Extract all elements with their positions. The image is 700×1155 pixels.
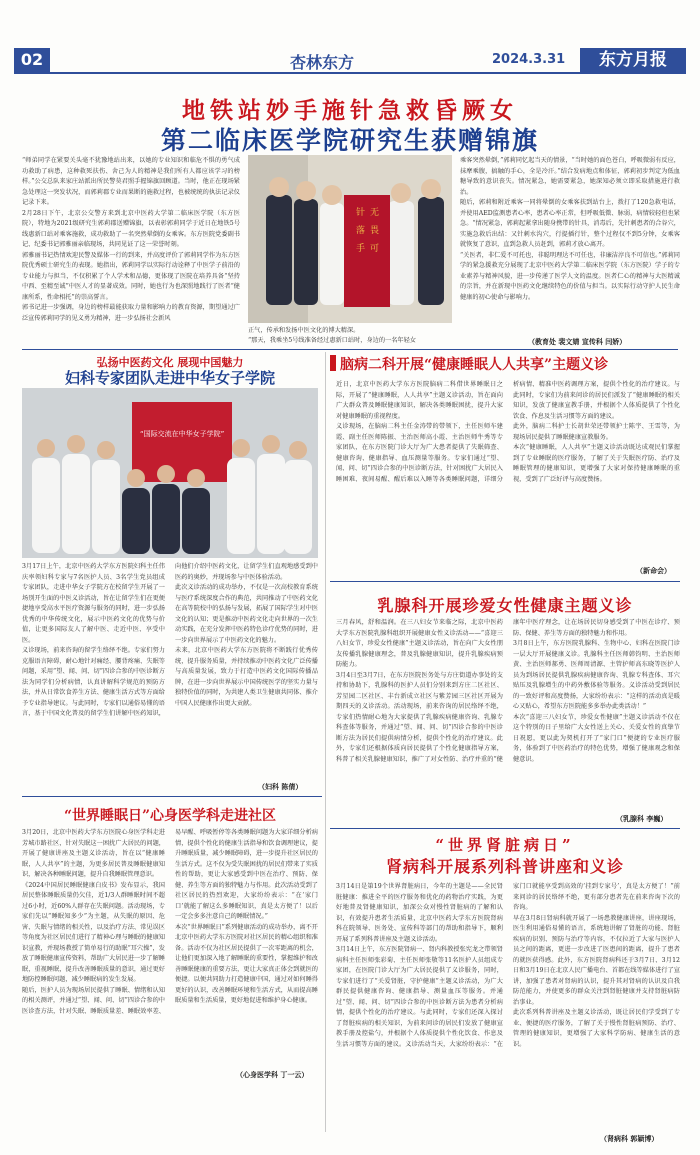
lead-body-right: 乘客突然晕倒，”郭莉同忆起当天的情景，“当时她的面色苍白，呼吸微弱有反应，抹摩乘腹，搞触的手心，全是冷汗。”结合发病地点和体征，郭莉初步判定为低血糖导致的意识丧失。情况紧急，她需要紧急，她深知必须立即采取措施进行救治。 随后，郭莉和附近乘客一同将晕倒的女乘客扶到站台上，拨打了120急救电话，并使用AED监测患者心率，患者心率正常，但呼吸低微、脉弱，病情较轻但也紧急。“情况紧急，郭莉起紧拿出随身携带的针具，消毒后，先针刺患者的合谷穴，实施急救后出结：又针刺水沟穴，行提插行针，整个过程仅不到5分钟，女乘客就恢复了意识，直到急救人员赶到，郭莉才放心离开。 “关医者，非仁爱不可托也，非聪明理达不可任也，非廉洁淳良不可信也。”郭莉同学的紧急援救充分展现了北京中医药大学第二临床医学院（东方医院）学子的专业素养与精神风貌，进一步传递了医学人文的温度。医者仁心的精神与大医精诚的宗旨，并在新现中医药文化继续特色的价值与担当。以实际行动守护人民生命健康的初心使命与影响力。 xyxy=(460,157,680,301)
svg-text:可: 可 xyxy=(370,244,380,254)
left-byline: （妇科 陈倩） xyxy=(258,783,303,791)
lead-photo xyxy=(248,155,452,323)
divider-4 xyxy=(330,828,680,829)
kidney-body: 3月14日是第19个世界肾脏病日，今年的主题是——全民肾脏健康：推进全平的医疗服务和优化的药物治疗实践，为更好地普及肾健康知识，加深公众对慢性肾脏病的了解和认识，有效提升患者生活质量，北京中医药大学东方医院肾病科在院领导、医务处、宣传科等部门的帮助和指导下，顺利开展了系列科普讲座及主题义诊活动。 3月14日上午，东方医院肾病一、肾内科教授张宪龙之带领肾病科主任医师张彩菊、主任医师张敬等11名医护人员组成专家团，在医院门诊大厅为广大居民提供了义诊服务，同时，专家们进行了“关爱肾脏，守护健康”主题义诊活动，为广大群民提供健康咨询、健康指导、测量血压等服务。并通过“望、闻、问、切”四诊合参的中医诊断方法为患者分析病情，提供个性化的治疗建议。与此同时，专家们还深入探讨了肾脏疾病的相关知识，为前来问诊的居民们发放了健康宣教手册及控盐勺，并根据个人体质提供个性化饮食、作息及生活习惯等方面的建议。义诊活动当天，大家纷纷表示：“在家门口就能享受到高效的‘挂到专家号’，真是太方便了！”前来问诊的居民络绎不绝，更有部分患者先在前来咨询下次的咨询。 早在3月8日肾病科就开展了一场患教健康讲座，讲座现场，医生利用通俗易懂的语言，系统地讲解了肾脏的功能、肾脏疾病的识别、预防与治疗等内容，不仅拉近了大家与医护人员之间的距离，更进一步改进了医患间的距离，提升了患者的就医获得感。此外，东方医院肾病科还于3月7日、3月12日和3月19日在北京人民广播电台、首都在线等媒体进行了宣讲，加强了患者对肾病的认识，提升其对肾病的认识及自我防范能力，并使更多的群众关注到肾脏健康并支持肾脏病防治事业。 此次系列科普讲座及主题义诊活动，既让居民们学受到了专业、便捷的医疗服务，了解了关于慢性肾脏病预防、治疗、管理的健康知识，更增强了大家科学防病、健康生活的意识。 xyxy=(336,883,680,1048)
banner-text: “国际交流在中华女子学院” xyxy=(140,430,225,438)
sleep-body: 3月20日，北京中医药大学东方医院心身医学科走进芳城市路社区，针对失眠这一困扰广大居民的问题，开展了健康讲座及主题义诊活动，旨在以“健康睡眠，人人共享”的主题，为更多居民普及睡眠健康知识，解决各种睡眠问题，提升自我睡眠管理意识。 《2024中国居民睡眠健康白皮书》发布显示，我国居民整体睡眠质量仍欠佳，近1/3人群睡眠时间不超过6小时，近60%人群存在失眠问题。活动现场，专家们先以“睡眠知多少”为主题，从失眠的原因、危害、失眠与情绪的相关性，以及治疗方法、常见误区等角度为社区居民们进行了精神心理与睡眠的健康知识宣教，并现场教授了简单易行的助眠“耳穴操”，发放了睡眠健康宣传资料，帮助广大居民进一步了解睡眠，重视睡眠，提升改善睡眠质量的意识，通过更好地防控睡眠问题，减少睡眠病的发生发展。 随后，医护人员为现场居民提供了睡眠、情绪和认知的相关测评，并通过“望、闻、问、切”四诊合参的中医诊查方法，针对失眠、睡眠质量差、睡眠效率差、易早醒、呼吸暂停等各类睡眠问题为大家详细分析病情，提供个性化的健康生活指导和饮食调理建议，提升睡眠质量，减少睡眠障碍，进一步提升社区居民的生活方式。这不仅为受失眠困扰的居民们带来了实质性的帮助，更让大家感受到中医在治疗、预防、保健、养生等方面的独特魅力与作用。此次活动受到了社区居民的热烈欢迎，大家纷纷表示：“在‘家门口’就能了解这么多睡眠知识，真是太方便了！以后一定会多多注意自己的睡眠情况。” 本次“世界睡眠日”系列健康活动的成功举办，离不开北京中医药大学东方医院对社区居民的精心组织和准备。活动不仅为社区居民提供了一次零距离的机会，让他们更加深入地了解睡眠的重要性，掌握维护和改善睡眠健康的重要方法，更让大家真正体会到就医的便捷。以便共同助力打造健康中国，通过对如何睡得更好的认识，改善睡眠环境和生活方式，从而提高睡眠质量和生活质量，更好地促进和维护身心健康。 xyxy=(22,829,318,1015)
column-name: 杏林东方 xyxy=(290,53,355,72)
lead-photo-caption: 正气，传承和发扬中医文化的博大精深。 “那天，我乘坐5号线准备经过惠新口站时，身边的一名年轻女 xyxy=(248,327,416,344)
issue-date: 2024.3.31 xyxy=(492,52,566,67)
divider-1 xyxy=(22,349,678,350)
header-rule xyxy=(14,72,686,74)
svg-text:落: 落 xyxy=(356,226,366,236)
lead-title-line1: 地铁站妙手施针急救昏厥女 xyxy=(182,97,518,124)
sleep-byline: （心身医学科 丁一云） xyxy=(236,1071,309,1079)
svg-text:手: 手 xyxy=(356,244,366,254)
divider-2 xyxy=(330,581,680,582)
paper-name: 东方月报 xyxy=(580,48,686,72)
left-title: 妇科专家团队走进中华女子学院 xyxy=(64,369,275,387)
sleep-title: “世界睡眠日”心身医学科走进社区 xyxy=(63,808,277,824)
banner-photo-illustration xyxy=(248,155,452,323)
brain-byline: （新命会） xyxy=(636,567,671,575)
brain-body: 近日，北京中医药大学东方医院脑病二科借世界睡眠日之际，开展了“健康睡眠，人人共享”主题义诊活动，旨在面向广大群众普及睡眠健康知识，解决各类睡眠困扰，提升大家对健康睡眠的重视程度。 义诊现场，在脑病二科主任金涛带的带领下，主任医师车建霞、副主任医师陈振、主治医师高小霞、主治医师牛秀等专家团队，在东方医院门诊大厅为广大患者提供了失眠筛查、健康咨询、健康指导、血压测量等服务。专家们通过“望、闻、问、切”四诊合参的中医诊断方法，针对困扰广大居民入睡困难、夜间易醒、醒后难以入睡等各类睡眠问题，详细分析病情、精准中医药调理方案，提供个性化的治疗建议。与此同时，专家们为前来问诊的居民们派发了“健康睡眠的相关知识，发放了健康宣教手册，并根据个人体质提供了个性化饮食、作息及生活习惯等方面的建议。 此外，脑病二科护士长胡世荣还带领护士陈宇、王雪等，为现场居民提供了睡眠健康宣教服务。 本次“健康睡眠，人人共享”主题义诊活动既达成观民们掌握到了专业睡眠的医疗服务，了解了关于失眠医疗防、治疗及睡眠管理的健康知识，更增强了大家对保持健康睡眠的重视，受到了广泛好评与高度赞扬。 xyxy=(336,381,680,483)
brain-title: 脑病二科开展“健康睡眠人人共享”主题义诊 xyxy=(340,357,609,373)
breast-title: 乳腺科开展珍爱女性健康主题义诊 xyxy=(377,596,633,615)
left-kicker: 弘扬中医药文化 展现中国魅力 xyxy=(96,356,244,369)
page-number: 02 xyxy=(14,48,50,72)
lead-title-line2: 第二临床医学院研究生获赠锦旗 xyxy=(160,126,539,155)
vertical-rule xyxy=(325,352,326,1132)
left-body: 3月17日上午，北京中医药大学东方医院妇科主任伟庆率领妇科专家与7名医护人员、3名学生党员组成专家团队，走进中华女子学院方在校留学生开展了一场别开生面的中医义诊活动，旨在让留学生们在更便捷地享受高水平医疗资源与服务的同时，进一步弘扬优秀的中华传统文化，展示中医药文化的优势与价值，让更多国际友人了解中医、走近中医、享受中医。 义诊现场，前来咨询的留学生络绎不绝。专家们努力克服语言障碍，耐心地针对痛经、腰背疼痛、失眠等问题，采用“望、闻、问、切”四诊合参的中医诊断方法为同学们分析病情，认真讲解科学规范的预防方法，并从日常饮食养生方法、健康生活方式等方面给予专业指导建议。与此同时，专家们以通俗易懂的语言，基于中国文化普及的留学生们讲解中医药知识，向他们介绍中医药文化，让留学生们直观地感受到中医药的奥妙，并现场参与中医体验活动。 此次义诊活动的成功举办，不仅是一次高校教育系统与医疗系统深度合作的典范，共同推动了中医药文化在高等院校中的弘扬与发展，拓展了国际学生对中医文化的认知；更是推动中医药文化走向世界的一次生动实践，在充分发挥中医药特色诊疗优势的同时，进一步向世界展示了中医药文化的魅力。 未来，北京中医药大学东方医院将不断践行优秀传统，提升服务质量，并持续推动中医药文化广泛传播与高质量发展，致力于打造中医药文化国际传播品牌，在进一步向世界展示中国传统医学的坚实力量与独特价值的同时，为共建人类卫生健康共同体、推介中国人民健康作出更大贡献。 xyxy=(22,563,318,717)
brain-title-mark xyxy=(330,355,336,371)
group-photo-illustration xyxy=(22,388,318,558)
svg-text:无: 无 xyxy=(370,208,380,218)
lead-byline: （教育处 裴文婧 宣传科 闫娇） xyxy=(528,338,627,346)
breast-byline: （乳腺科 李巍） xyxy=(616,815,668,823)
kidney-title-line1: “世界肾脏病日” xyxy=(435,836,575,854)
kidney-byline: （肾病科 郭颖博） xyxy=(600,1135,659,1143)
breast-body: 三月春风，舒和温润。在三八妇女节来临之际，北京中医药大学东方医院乳腺科组织开展健康女性义诊活动——“喜迎三八妇女节，珍爱女性健康”主题义诊活动，旨在向广大女性朋友传播乳腺健康理念，普及乳腺健康知识，提升乳腺疾病预防能力。 3月4日至3月7日，在东方医院医务处与方庄街道办事处的支持和协助下，乳腺科的医护人员们分别来到方庄二区社区、芳星园二区社区、丰台新成立社区与紫芳园三区社区开展为期四天的义诊活动。活动现场，前来咨询的居民络绎不绝，专家们热情耐心地为大家提供了乳腺疾病健康咨询、乳腺专科查体等服务，并通过“望、闻、问、切”四诊合参的中医诊断方法为居民们提供病情分析，提供个性化的治疗建议。此外，专家们还根据体质向居民提供了个性化健康指导方案，科普了相关乳腺健康知识，推广了对女性防、治疗并重的“健康年中医疗理念，让在场居民切身感受到了中医在诊疗、预防、保健、养生等方面的独特魅力和作用。 3月8日上午，东方医院乳腺科、生物中心、妇科在医院门诊一层大厅开展健康义诊。乳腺科主任医师韩钧明、主治医师黄、主治医师郝勇、医师周清源、主管护师高东晓等医护人员为到场居民提供乳腺疾病健康咨询、乳腺专科查体、耳穴贴压及乳腺增生的中药外敷体验等服务。义诊活动受到居民的一致好评和高度赞扬，大家纷纷表示：“这样的活动真是暖心又贴心，希望东方医院能多多举办此类活动！” 本次“喜迎三八妇女节，珍爱女性健康”主题义诊活动不仅在这个特别的日子里给广大女性送上关心、关爱女性的真挚节日祝愿，更以此为契机打开了“家门口”便捷的专业医疗服务，体验到了中医药治疗的特色优势，增强了健康观念和保健意识。 xyxy=(336,619,680,763)
lead-body-left: “师弟同学在紧要关头毫不犹豫地站出来，以她的专业知识和临危不惧的勇气成功救助了病患，这种救死扶伤、舍己为人的精神是我们所有人都应该学习的榜样。”公交总队来家庄站派出所民警莫君照手握锦旗回顾道。当时，他正在现场紧急处理这一突发状况，而郭莉郡专业而果断的施救过程，也被统统的执法记录仪记录下来。 2月28日下午，北京公交警方来到北京中医药大学第二临床医学院（东方医院），特地为2021级研究生郭莉郡送赠锦旗，以表彰郭莉同学于近日在地铁5号线惠新口站对乘客施救，成功救助了一名突然晕倒的女乘客。东方医院党委副书记、纪委书记郭雅丽亲临现场，共同见证了这一荣誉时刻。 郭雅丽书记热情欢迎民警及媒体一行的到来，并高度评价了郭莉同学作为东方医院优秀硕士研究生的表现。她指出，郭莉同学以实际行动诠释了中医学子前沿的专业能力与担当，不仅积累了个人学术和品德，更体现了医院在培养具备“坚持中西、至精至诚”中医人才的显著成效。同时，她也行为也深照地践行了医者“健康所系，性命相托”的崇高誓言。 郭书记进一步强调，身边的榜样最能获取力量和影响力的教育资源，期望通过广泛宣传郭莉同学的见义勇为精神，进一步弘扬社会新风 xyxy=(22,157,240,322)
kidney-title-line2: 肾病科开展系列科普讲座和义诊 xyxy=(385,857,624,876)
divider-3 xyxy=(22,796,322,797)
svg-text:针: 针 xyxy=(356,208,366,218)
left-photo xyxy=(22,388,318,558)
svg-text:畏: 畏 xyxy=(370,226,380,236)
